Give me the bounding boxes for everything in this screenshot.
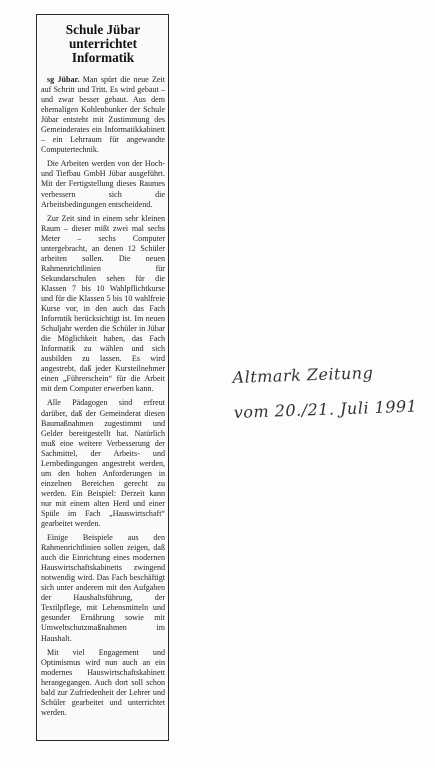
- article-paragraph: Alle Pädagogen sind erfreut darüber, daß der Gemeinderat diesen Baumaßnahmen zugestimmt und Gelder bereitgestellt hat. Natürlich muß eine weitere Verbesserung der Sachmittel, der Arbeits- und Lernbedingungen angestrebt werden, um den hohen Anforderungen in einzelnen Bereichen gerecht zu werden. Ein Beispiel: Derzeit kann nur mit einem alten Herd und einer Spüle im Fach „Hauswirtschaft“ gearbeitet werden.: [41, 398, 165, 529]
- article-paragraph: Mit viel Engagement und Optimismus wird nun auch an ein modernes Hauswirtschaftskabinett herangegangen. Auch dort soll schon bald zur Zufriedenheit der Lehrer und Schüler gearbeitet und unterrichtet werden.: [41, 647, 165, 717]
- newspaper-clipping: [36, 14, 169, 741]
- article-paragraph: Zur Zeit sind in einem sehr kleinen Raum – dieser mißt zwei mal sechs Meter – sechs Computer untergebracht, an denen 12 Schüler arbeiten sollen. Die neuen Rahmenrichtlinien für Sekundarschulen sehen für die Klassen 7 bis 10 Wahlpflichtkurse und für die Klassen 5 bis 10 wahlfreie Kurse vor, in den auch das Fach Informtik berücksichtigt ist. Im neuen Schuljahr werden die Schüler in Jübar die Möglichkeit haben, das Fach Informatik zu wählen und sich ausbilden zu lassen. Es wird angestrebt, daß jeder Kursteilnehmer einen „Führerschein“ für die Arbeit mit dem Computer erwerben kann.: [41, 213, 165, 394]
- paragraph-text: Man spürt die neue Zeit auf Schritt und Tritt. Es wird gebaut – und zwar besser gebaut. Aus dem ehemaligen Kohlenbunker der Schule Jübar entsteht mit Zustimmung des Gemeinderates ein Informatikkabinett – ein Lehrraum für angewandte Computertechnik.: [41, 75, 165, 155]
- note-publication: Altmark Zeitung: [232, 363, 374, 387]
- article-headline: Schule Jübar unterrichtet Informatik: [65, 22, 141, 65]
- note-date: vom 20./21. Juli 1991: [233, 396, 418, 422]
- handwritten-source-note: [232, 353, 434, 430]
- article-paragraph: Einige Beispiele aus den Rahmenrichtlinien sollen zeigen, daß auch die Einrichtung eines modernen Hauswirtschaftskabinetts zwingend notwendig wird. Das Fach beschäftigt sich unter anderem mit den Aufgaben der Haushaltsführung, der Textilpflege, mit Lebensmitteln und gesunder Ernährung sowie mit Umweltschutzmaßnahmen im Haushalt.: [41, 533, 165, 643]
- article-byline: sg Jübar.: [47, 75, 80, 84]
- article-paragraph: [41, 75, 165, 155]
- article-paragraph: Die Arbeiten werden von der Hoch- und Tiefbau GmbH Jübar ausgeführt. Mit der Fertigstellung dieses Raumes verbessern sich die Arbeitsbedingungen entscheidend.: [41, 159, 165, 209]
- article-body: [41, 75, 165, 718]
